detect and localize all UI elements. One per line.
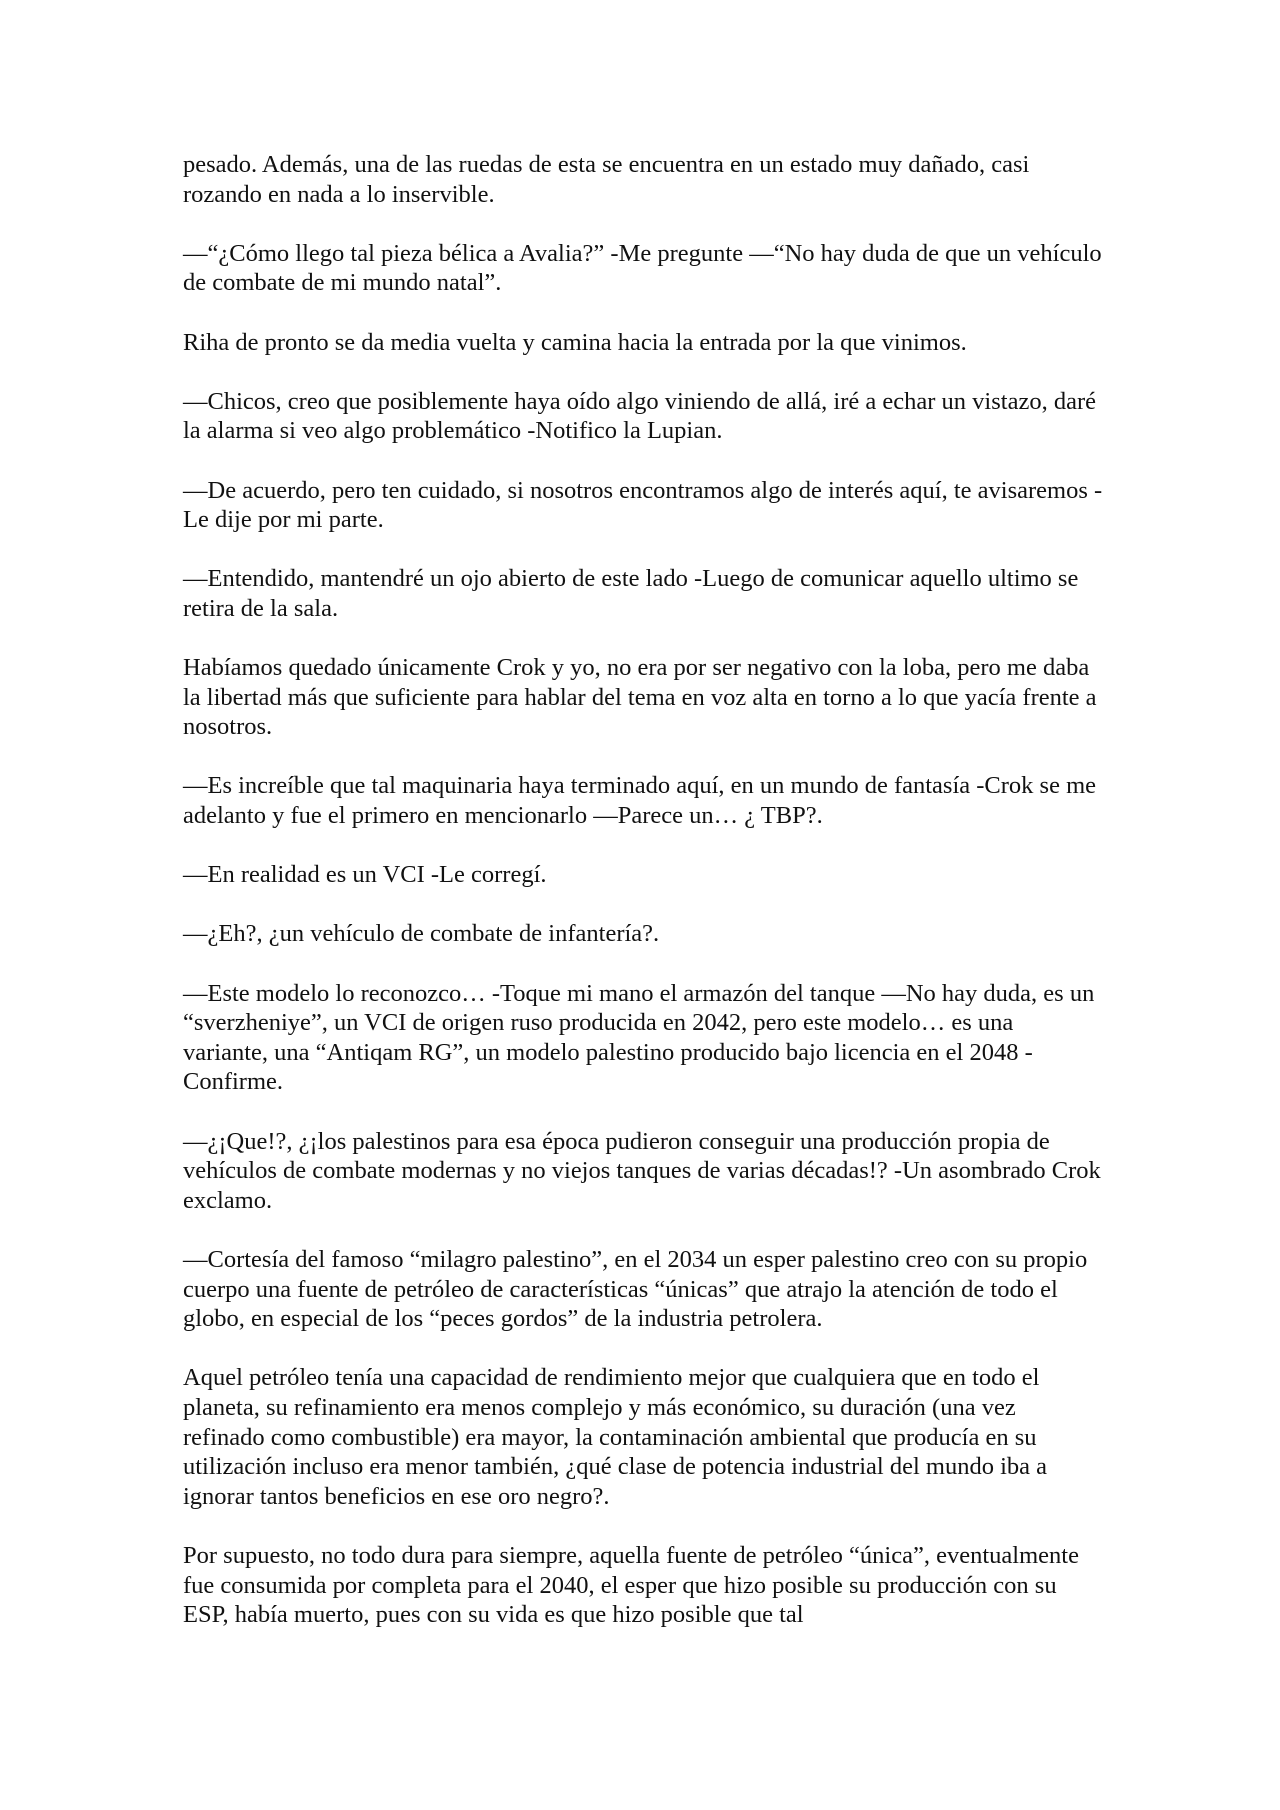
paragraph-12: —¿¡Que!?, ¿¡los palestinos para esa época pudieron conseguir una producción propia de vehículos de combate modernas y no viejos tanques de varias décadas!? -Un asombrado Crok exclamo. xyxy=(183,1127,1101,1214)
paragraph-6: —Entendido, mantendré un ojo abierto de este lado -Luego de comunicar aquello ultimo se retira de la sala. xyxy=(183,565,1079,622)
paragraph-15: Por supuesto, no todo dura para siempre, aquella fuente de petróleo “única”, eventualmente fue consumida por completa para el 2040, el esper que hizo posible su producción con su ESP, había muerto, pues con su vida es que hizo posible que tal xyxy=(183,1541,1079,1629)
paragraph-3: Riha de pronto se da media vuelta y camina hacia la entrada por la que vinimos. xyxy=(183,328,967,356)
paragraph-4: —Chicos, creo que posiblemente haya oído algo viniendo de allá, iré a echar un vistazo, daré la alarma si veo algo problemático -Notifico la Lupian. xyxy=(183,387,1096,445)
paragraph-10: —¿Eh?, ¿un vehículo de combate de infantería?. xyxy=(183,920,660,948)
paragraph-7: Habíamos quedado únicamente Crok y yo, no era por ser negativo con la loba, pero me daba la libertad más que suficiente para hablar del tema en voz alta en torno a lo que yacía frente a nosotros. xyxy=(183,654,1097,741)
paragraph-5: —De acuerdo, pero ten cuidado, si nosotros encontramos algo de interés aquí, te avisaremos -Le dije por mi parte. xyxy=(183,476,1103,534)
document-body xyxy=(183,150,1103,1630)
paragraph-14: Aquel petróleo tenía una capacidad de rendimiento mejor que cualquiera que en todo el planeta, su refinamiento era menos complejo y más económico, su duración (una vez refinado como combustible) era mayor, la contaminación ambiental que producía en su utilización incluso era menor también, ¿qué clase de potencia industrial del mundo iba a ignorar tantos beneficios en ese oro negro?. xyxy=(183,1364,1048,1510)
paragraph-1: pesado. Además, una de las ruedas de esta se encuentra en un estado muy dañado, casi rozando en nada a lo inservible. xyxy=(183,151,1030,208)
paragraph-9: —En realidad es un VCI -Le corregí. xyxy=(183,861,547,889)
paragraph-8: —Es increíble que tal maquinaria haya terminado aquí, en un mundo de fantasía -Crok se me adelanto y fue el primero en mencionarlo —Parece un… ¿ TBP?. xyxy=(183,772,1097,830)
paragraph-13: —Cortesía del famoso “milagro palestino”, en el 2034 un esper palestino creo con su propio cuerpo una fuente de petróleo de características “únicas” que atrajo la atención de todo el globo, en especial de los “peces gordos” de la industria petrolera. xyxy=(183,1245,1088,1333)
paragraph-2: —“¿Cómo llego tal pieza bélica a Avalia?” -Me pregunte —“No hay duda de que un vehículo de combate de mi mundo natal”. xyxy=(183,239,1102,297)
paragraph-11: —Este modelo lo reconozco… -Toque mi mano el armazón del tanque —No hay duda, es un “sverzheniye”, un VCI de origen ruso producida en 2042, pero este modelo… es una variante, una “Antiqam RG”, un modelo palestino producido bajo licencia en el 2048 -Confirme. xyxy=(183,979,1095,1096)
